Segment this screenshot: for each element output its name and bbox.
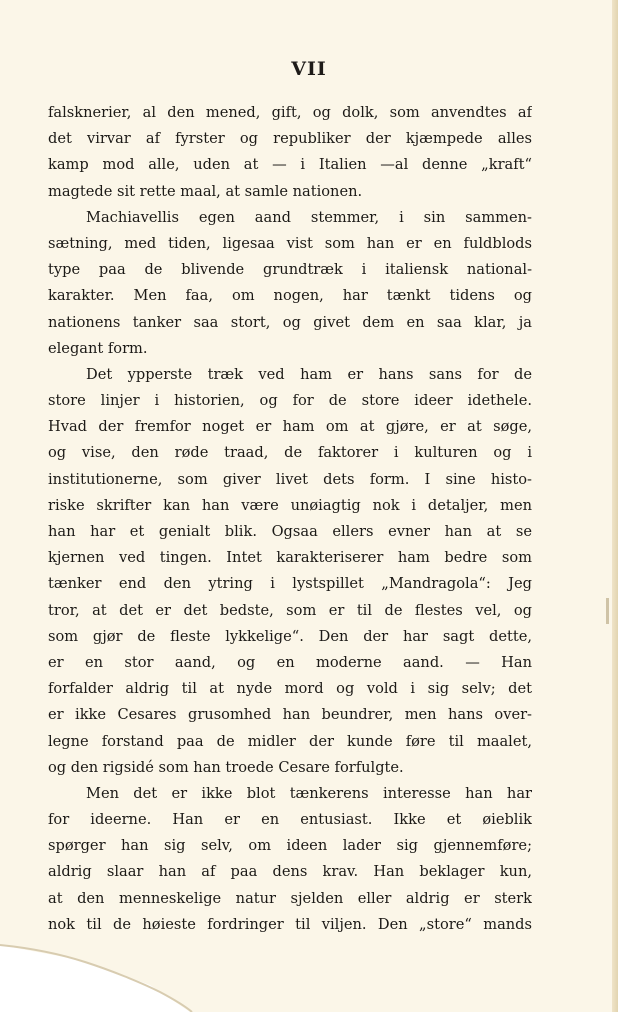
- text-line: elegant form.: [48, 339, 148, 357]
- text-line: aldrig slaar han af paa dens krav. Han beklager kun,: [48, 863, 532, 881]
- text-line: Machiavellis egen aand stemmer, i sin sammen-: [86, 208, 532, 226]
- text-line: legne forstand paa de midler der kunde føre til maalet,: [48, 732, 532, 750]
- text-line: Hvad der fremfor noget er ham om at gjøre, er at søge,: [48, 418, 532, 436]
- text-line: og vise, den røde traad, de faktorer i kulturen og i: [48, 444, 532, 462]
- text-line: er ikke Cesares grusomhed han beundrer, men hans over-: [48, 706, 532, 724]
- text-line: tror, at det er det bedste, som er til de flestes vel, og: [48, 601, 532, 619]
- torn-page-corner: [0, 940, 240, 1012]
- page-edge: [612, 0, 618, 1012]
- text-line: for ideerne. Han er en entusiast. Ikke et øieblik: [48, 811, 532, 829]
- text-line: Men det er ikke blot tænkerens interesse han har: [86, 784, 532, 802]
- margin-mark: [606, 598, 609, 624]
- text-line: at den menneskelige natur sjelden eller aldrig er sterk: [48, 889, 532, 907]
- text-line: magtede sit rette maal, at samle nationen.: [48, 182, 363, 200]
- text-line: kjernen ved tingen. Intet karakteriserer ham bedre som: [48, 549, 532, 567]
- page-number: VII: [291, 58, 327, 80]
- text-line: falsknerier, al den mened, gift, og dolk, som anvendtes af: [48, 104, 532, 121]
- text-line: karakter. Men faa, om nogen, har tænkt tidens og: [48, 287, 532, 305]
- text-line: tænker end den ytring i lystspillet „Mandragola“: Jeg: [48, 575, 532, 593]
- text-line: institutionerne, som giver livet dets form. I sine histo-: [48, 470, 532, 488]
- text-line: store linjer i historien, og for de store ideer idethele.: [48, 392, 532, 410]
- text-line: kamp mod alle, uden at — i Italien —al denne „kraft“: [48, 156, 532, 174]
- body-text: [48, 100, 532, 938]
- text-line: nationens tanker saa stort, og givet dem en saa klar, ja: [48, 313, 532, 331]
- text-line: type paa de blivende grundtræk i italiensk national-: [48, 261, 532, 279]
- text-line: og den rigsidé som han troede Cesare forfulgte.: [48, 758, 404, 776]
- text-line: er en stor aand, og en moderne aand. — Han: [48, 653, 532, 671]
- text-line: riske skrifter kan han være unøiagtig nok i detaljer, men: [48, 496, 532, 514]
- text-line: spørger han sig selv, om ideen lader sig gjennemføre;: [48, 837, 532, 855]
- text-line: han har et genialt blik. Ogsaa ellers evner han at se: [48, 523, 532, 540]
- text-line: sætning, med tiden, ligesaa vist som han er en fuldblods: [48, 234, 532, 252]
- text-line: forfalder aldrig til at nyde mord og vold i sig selv; det: [48, 680, 532, 698]
- text-line: som gjør de fleste lykkelige“. Den der har sagt dette,: [48, 627, 532, 645]
- text-line: det virvar af fyrster og republiker der kjæmpede alles: [48, 130, 532, 148]
- text-line: Det ypperste træk ved ham er hans sans for de: [86, 365, 532, 383]
- text-line: nok til de høieste fordringer til viljen. Den „store“ mands: [48, 915, 532, 933]
